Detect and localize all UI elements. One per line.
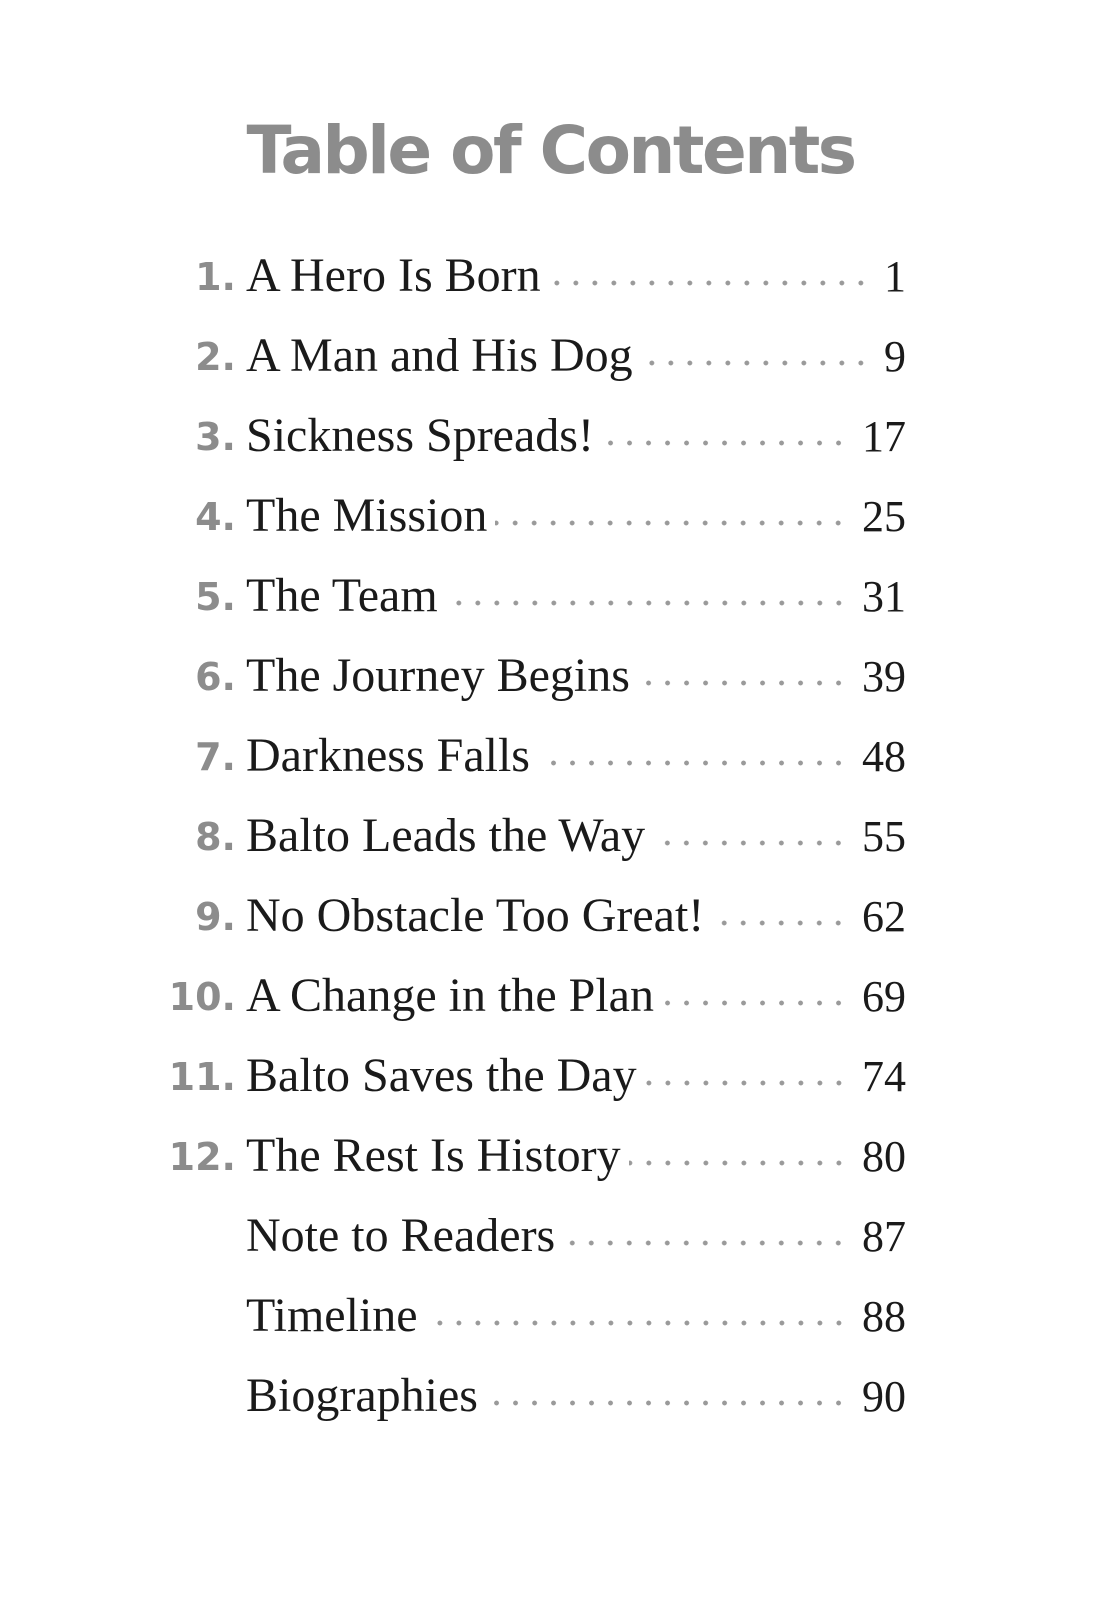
toc-entry[interactable]: [0, 1046, 1101, 1126]
chapter-title: A Hero Is Born: [246, 249, 541, 302]
chapter-title: No Obstacle Too Great!: [246, 889, 705, 942]
toc-row: [246, 809, 906, 862]
toc-row: [246, 649, 906, 702]
toc-row: [246, 1049, 906, 1102]
chapter-number: 2.: [195, 335, 236, 379]
page-number: 87: [862, 1212, 906, 1261]
chapter-title: Balto Saves the Day: [246, 1049, 637, 1102]
chapter-number: 4.: [195, 495, 236, 539]
chapter-number: 9.: [195, 895, 236, 939]
chapter-number: 8.: [195, 815, 236, 859]
chapter-title: The Mission: [246, 489, 488, 542]
chapter-number: 12.: [168, 1135, 236, 1179]
chapter-number: 1.: [195, 255, 236, 299]
chapter-title: Sickness Spreads!: [246, 409, 594, 462]
dot-leader: [426, 1313, 848, 1333]
toc-list: [0, 246, 1101, 1446]
dot-leader: [602, 433, 848, 453]
dot-leader: [662, 993, 848, 1013]
toc-entry[interactable]: [0, 246, 1101, 326]
page-number: 39: [862, 652, 906, 701]
toc-entry[interactable]: [0, 1366, 1101, 1446]
dot-leader: [653, 833, 848, 853]
page-title: Table of Contents: [246, 112, 855, 189]
chapter-title: The Rest Is History: [246, 1129, 621, 1182]
section-title: Timeline: [246, 1289, 418, 1342]
dot-leader: [638, 673, 848, 693]
dot-leader: [538, 753, 848, 773]
toc-entry[interactable]: [0, 806, 1101, 886]
chapter-title: A Change in the Plan: [246, 969, 654, 1022]
dot-leader: [645, 1073, 848, 1093]
toc-row: [246, 1289, 906, 1342]
toc-row: [246, 729, 906, 782]
toc-row: [246, 1209, 906, 1262]
toc-entry[interactable]: [0, 406, 1101, 486]
toc-row: [246, 1129, 906, 1182]
toc-row: [246, 1369, 906, 1422]
toc-row: [246, 489, 906, 542]
chapter-title: The Journey Begins: [246, 649, 630, 702]
chapter-number: 10.: [168, 975, 236, 1019]
dot-leader: [446, 593, 848, 613]
section-title: Biographies: [246, 1369, 478, 1422]
dot-leader: [549, 273, 870, 293]
toc-row: [246, 569, 906, 622]
dot-leader: [563, 1233, 848, 1253]
chapter-number: 7.: [195, 735, 236, 779]
toc-row: [246, 409, 906, 462]
page-number: 90: [862, 1372, 906, 1421]
page-number: 80: [862, 1132, 906, 1181]
toc-entry[interactable]: [0, 966, 1101, 1046]
page-number: 55: [862, 812, 906, 861]
toc-entry[interactable]: [0, 326, 1101, 406]
toc-entry[interactable]: [0, 1286, 1101, 1366]
page-number: 62: [862, 892, 906, 941]
page-number: 69: [862, 972, 906, 1021]
page-number: 9: [884, 332, 906, 381]
chapter-title: A Man and His Dog: [246, 329, 633, 382]
chapter-number: 6.: [195, 655, 236, 699]
toc-entry[interactable]: [0, 486, 1101, 566]
dot-leader: [641, 353, 870, 373]
toc-row: [246, 249, 906, 302]
chapter-title: The Team: [246, 569, 438, 622]
page-number: 88: [862, 1292, 906, 1341]
chapter-number: 5.: [195, 575, 236, 619]
chapter-title: Darkness Falls: [246, 729, 530, 782]
page-number: 48: [862, 732, 906, 781]
toc-entry[interactable]: [0, 726, 1101, 806]
dot-leader: [712, 913, 848, 933]
dot-leader: [629, 1153, 848, 1173]
toc-entry[interactable]: [0, 1206, 1101, 1286]
page-number: 17: [862, 412, 906, 461]
page-number: 1: [884, 252, 906, 301]
toc-row: [246, 329, 906, 382]
section-title: Note to Readers: [246, 1209, 556, 1262]
dot-leader: [486, 1393, 848, 1413]
toc-entry[interactable]: [0, 646, 1101, 726]
dot-leader: [495, 513, 848, 533]
chapter-number: 3.: [195, 415, 236, 459]
page-number: 25: [862, 492, 906, 541]
chapter-number: 11.: [168, 1055, 236, 1099]
toc-row: [246, 969, 906, 1022]
page-number: 31: [862, 572, 906, 621]
page-number: 74: [862, 1052, 906, 1101]
chapter-title: Balto Leads the Way: [246, 809, 646, 862]
toc-entry[interactable]: [0, 1126, 1101, 1206]
toc-entry[interactable]: [0, 886, 1101, 966]
toc-entry[interactable]: [0, 566, 1101, 646]
toc-row: [246, 889, 906, 942]
